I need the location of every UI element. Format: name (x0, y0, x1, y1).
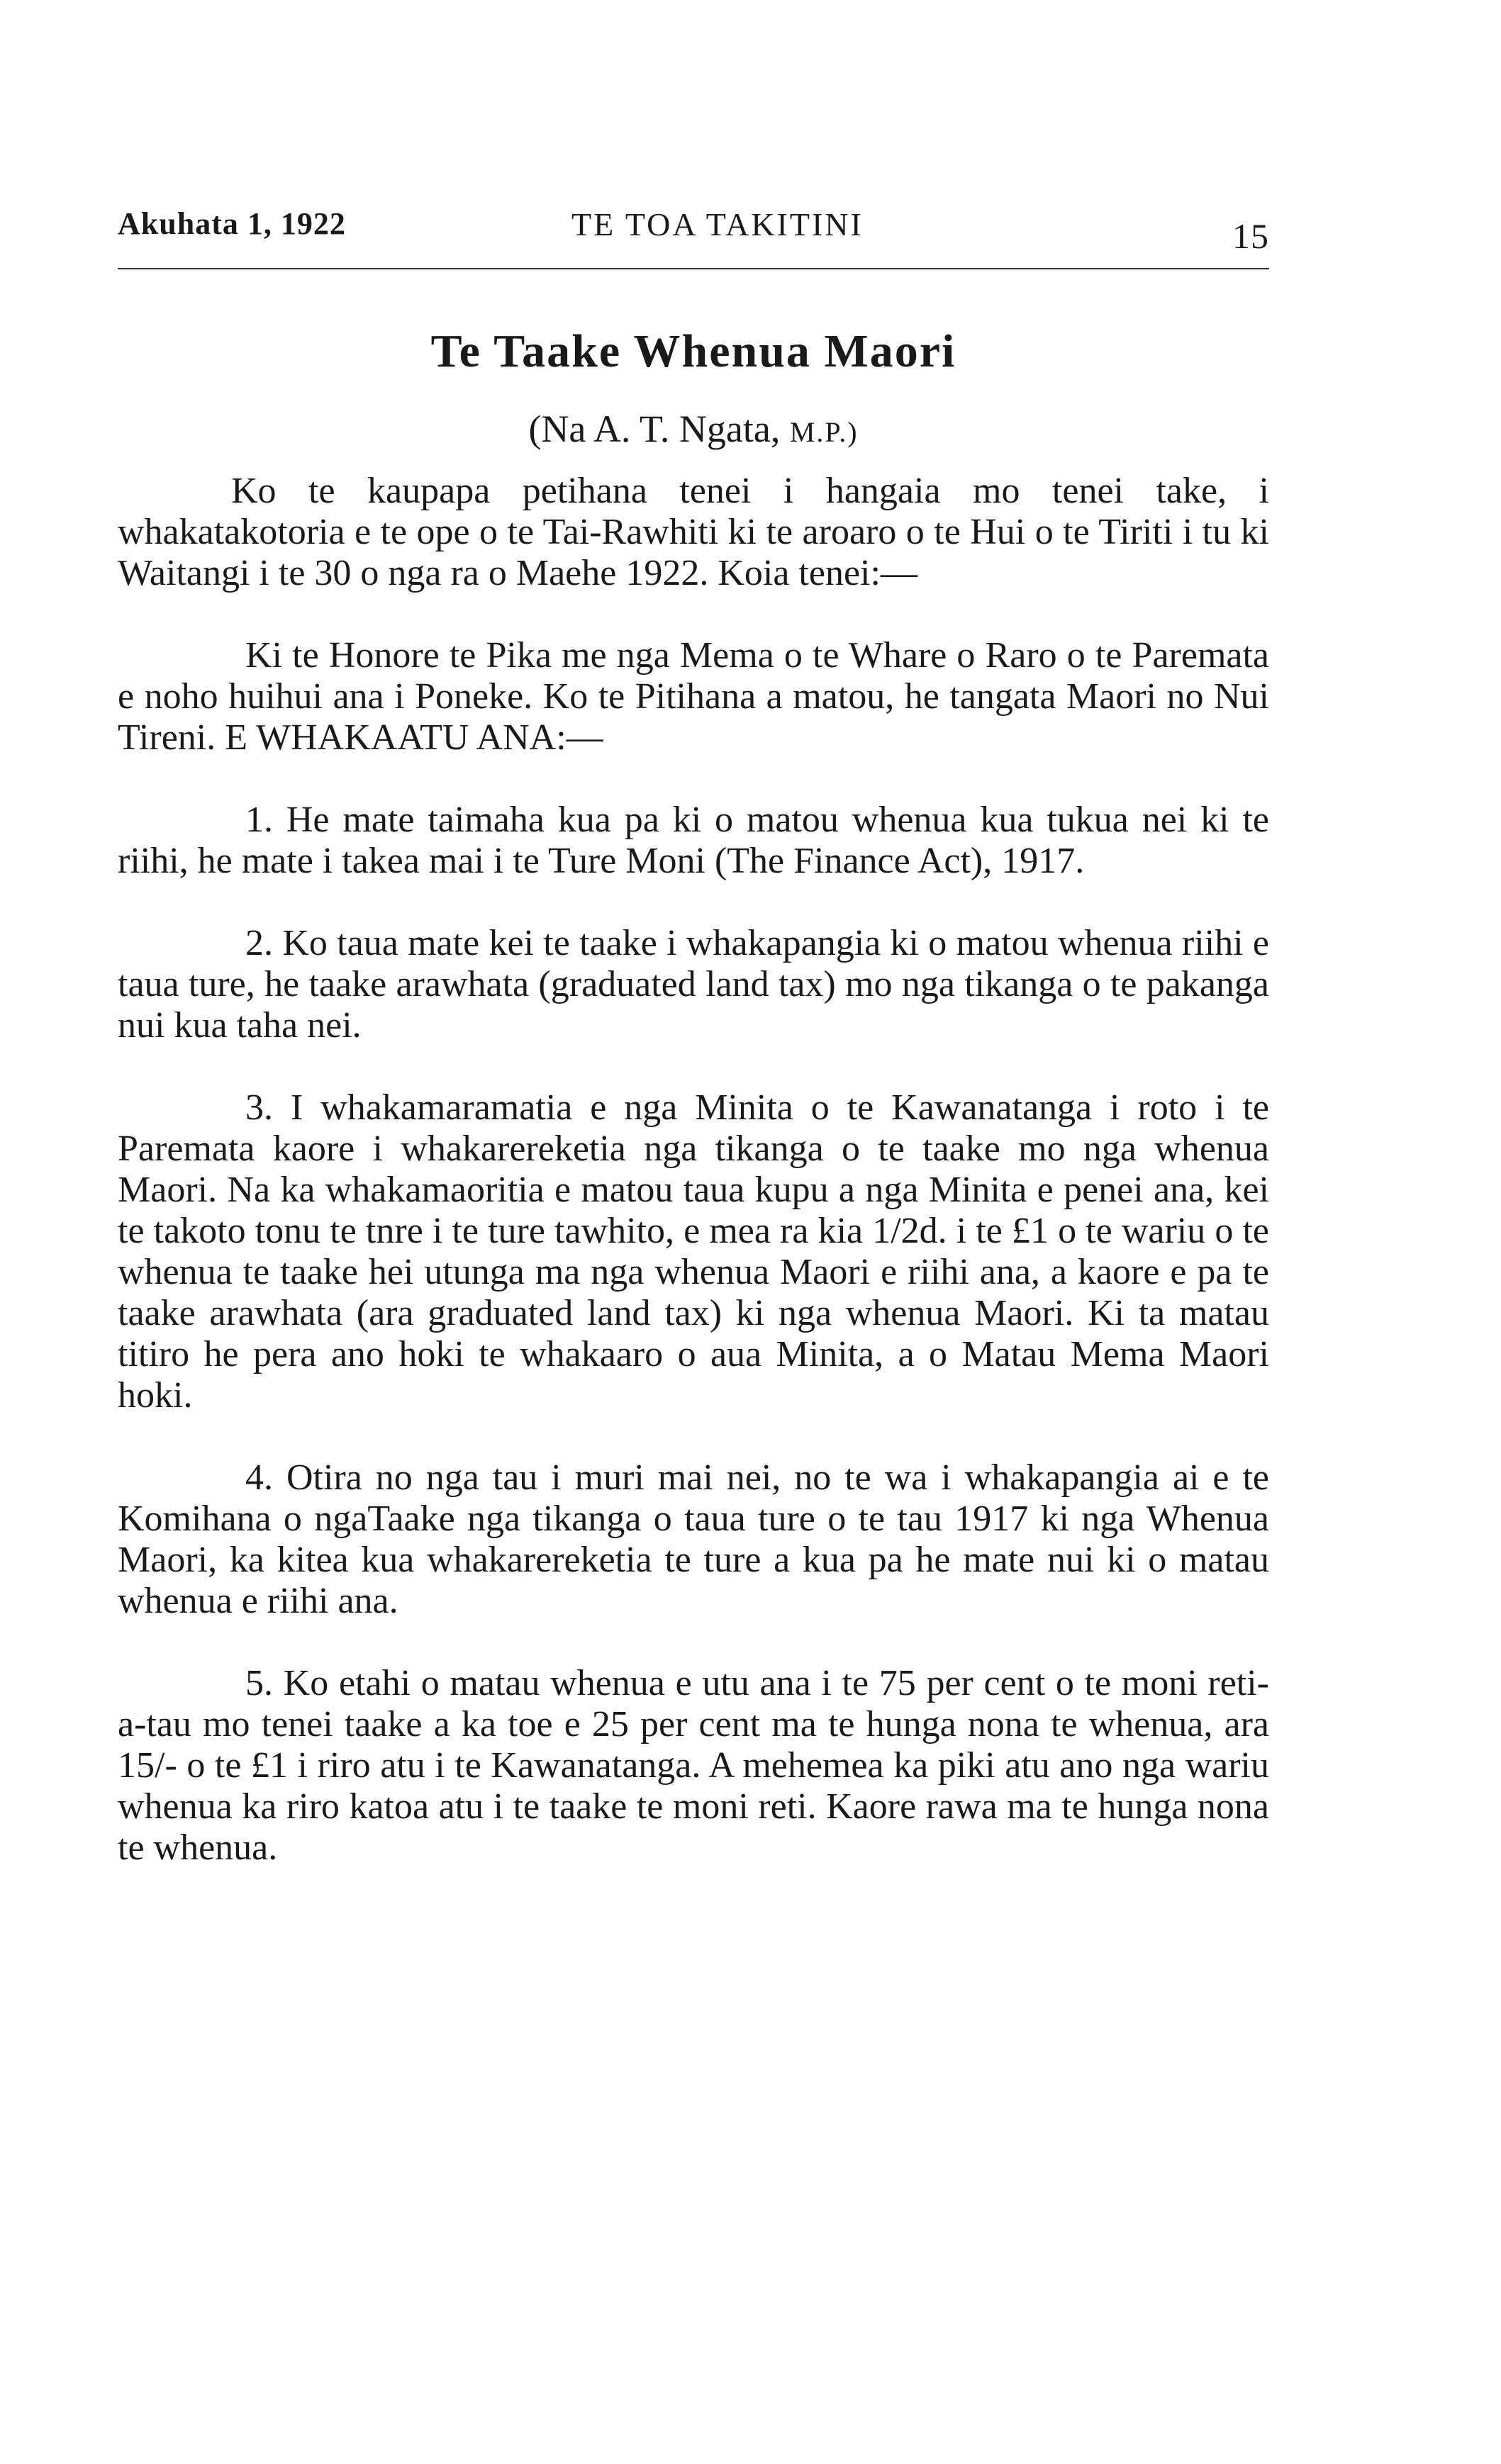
byline-title: M.P.) (789, 416, 859, 448)
document-page (118, 206, 1269, 1869)
byline-author: (Na A. T. Ngata, (528, 408, 790, 450)
address-paragraph: Ki te Honore te Pika me nga Mema o te Whare o Raro o te Paremata e noho huihui ana i Poneke. Ko te Pitihana a matou, he tangata Maori no Nui Tireni. E WHAKAATU ANA:— (118, 635, 1269, 758)
petition-item-5: 5. Ko etahi o matau whenua e utu ana i te 75 per cent o te moni reti-a-tau mo tenei taake a ka toe e 25 per cent ma te hunga nona te whenua, ara 15/- o te £1 i riro atu i te Kawanatanga. A mehemea ka piki atu ano nga wariu whenua ka riro katoa atu i te taake te moni reti. Kaore rawa ma te hunga nona te whenua. (118, 1663, 1269, 1868)
header-rule (118, 268, 1269, 269)
byline (118, 407, 1269, 451)
petition-item-2: 2. Ko taua mate kei te taake i whakapangia ki o matou whenua riihi e taua ture, he taake arawhata (graduated land tax) mo nga tikanga o te pakanga nui kua taha nei. (118, 923, 1269, 1046)
running-header (118, 206, 1269, 255)
publication-title: TE TOA TAKITINI (571, 206, 864, 242)
petition-item-4: 4. Otira no nga tau i muri mai nei, no te wa i whakapangia ai e te Komihana o ngaTaake nga tikanga o taua ture o te tau 1917 ki nga Whenua Maori, ka kitea kua whakarereketia te ture a kua pa he mate nui ki o matau whenua e riihi ana. (118, 1457, 1269, 1621)
petition-item-1: 1. He mate taimaha kua pa ki o matou whenua kua tukua nei ki te riihi, he mate i takea mai i te Ture Moni (The Finance Act), 1917. (118, 800, 1269, 881)
article-title: Te Taake Whenua Maori (430, 325, 956, 377)
page-number: 15 (1232, 216, 1269, 256)
issue-date: Akuhata 1, 1922 (118, 206, 346, 241)
petition-item-3: 3. I whakamaramatia e nga Minita o te Kawanatanga i roto i te Paremata kaore i whakarereketia nga tikanga o te taake mo nga whenua Maori. Na ka whakamaoritia e matou taua kupu a nga Minita e penei ana, kei te takoto tonu te tnre i te ture tawhito, e mea ra kia 1/2d. i te £1 o te wariu o te whenua te taake hei utunga ma nga whenua Maori e riihi ana, a kaore e pa te taake arawhata (ara graduated land tax) ki nga whenua Maori. Ki ta matau titiro he pera ano hoki te whakaaro o aua Minita, a o Matau Mema Maori hoki. (118, 1087, 1269, 1416)
intro-paragraph: Ko te kaupapa petihana tenei i hangaia mo tenei take, i whakatakotoria e te ope o te Tai-Rawhiti ki te aroaro o te Hui o te Tiriti i tu ki Waitangi i te 30 o nga ra o Maehe 1922. Koia tenei:— (118, 471, 1269, 593)
